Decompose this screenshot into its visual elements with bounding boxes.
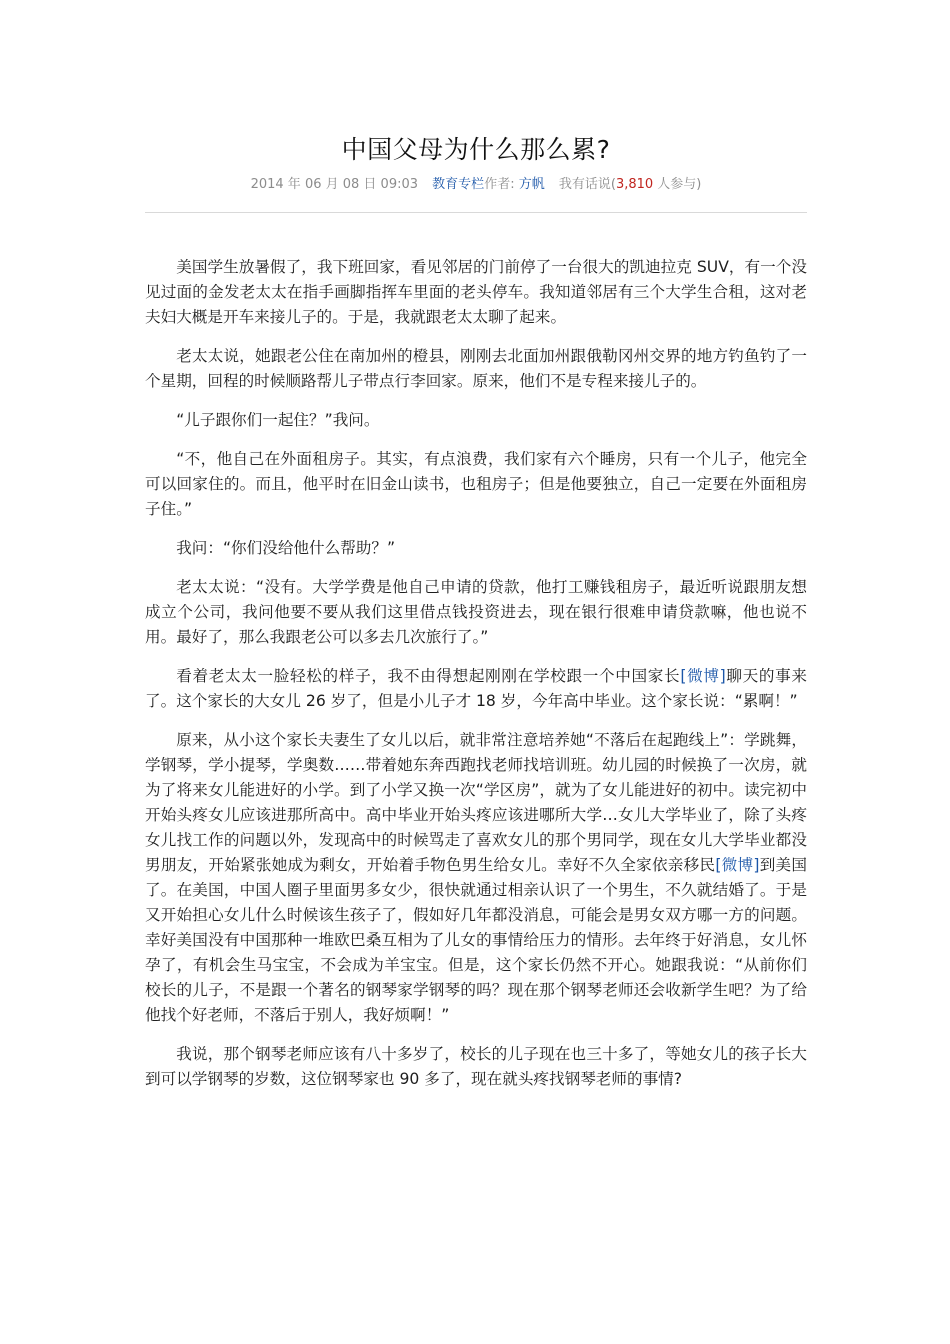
article: [145, 128, 807, 1106]
paragraph-text: 看着老太太一脸轻松的样子，我不由得想起刚刚在学校跟一个中国家长: [176, 667, 681, 685]
comment-link[interactable]: [559, 177, 702, 192]
author-label: 作者:: [484, 177, 515, 192]
author-link[interactable]: 方帆: [518, 177, 545, 192]
comment-count: 3,810: [615, 177, 654, 192]
weibo-link[interactable]: [微博]: [680, 667, 726, 685]
paragraph: 我问：“你们没给他什么帮助？”: [176, 539, 396, 557]
comment-prefix: 我有话说(: [558, 177, 616, 192]
paragraph: 老太太说：“没有。大学学费是他自己申请的贷款，他打工赚钱租房子，最近听说跟朋友想成立个公司，我问他要不要从我们这里借点钱投资进去，现在银行很难申请贷款嘛，他也说不用。最好了，那么我跟老公可以多去几次旅行了。”: [145, 578, 807, 646]
weibo-link[interactable]: [微博]: [715, 856, 760, 874]
article-meta: [145, 174, 807, 196]
comment-suffix: 人参与): [653, 177, 702, 192]
header-divider: [145, 212, 807, 213]
paragraph: 老太太说，她跟老公住在南加州的橙县，刚刚去北面加州跟俄勒冈州交界的地方钓鱼钓了一个星期，回程的时候顺路帮儿子带点行李回家。原来，他们不是专程来接儿子的。: [145, 347, 807, 390]
paragraph-text: 原来，从小这个家长夫妻生了女儿以后，就非常注意培养她“不落后在起跑线上”：学跳舞，学钢琴，学小提琴，学奥数……带着她东奔西跑找老师找培训班。幼儿园的时候换了一次房，就为了将来女儿能进好的小学。到了小学又换一次“学区房”，就为了女儿能进好的初中。读完初中开始头疼女儿应该进那所高中。高中毕业开始头疼应该进哪所大学…女儿大学毕业了，除了头疼女儿找工作的问题以外，发现高中的时候骂走了喜欢女儿的那个男同学，现在女儿大学毕业都没男朋友，开始紧张她成为剩女，开始着手物色男生给女儿。幸好不久全家依亲移民: [145, 731, 807, 874]
paragraph-text: 聊天的事来了。这个家长的大女儿 26 岁了，但是小儿子才 18 岁，今年高中毕业。这个家长说：“累啊！”: [145, 667, 807, 710]
article-body: [145, 255, 807, 1092]
publish-date: 2014 年 06 月 08 日 09:03: [250, 177, 419, 192]
paragraph: [145, 664, 807, 714]
article-title: 中国父母为什么那么累?: [341, 135, 611, 164]
paragraph: “儿子跟你们一起住？”我问。: [176, 411, 380, 429]
paragraph: 我说，那个钢琴老师应该有八十多岁了，校长的儿子现在也三十多了，等她女儿的孩子长大到可以学钢琴的岁数，这位钢琴家也 90 多了，现在就头疼找钢琴老师的事情?: [145, 1045, 807, 1088]
paragraph: “不，他自己在外面租房子。其实，有点浪费，我们家有六个睡房，只有一个儿子，他完全可以回家住的。而且，他平时在旧金山读书，也租房子；但是他要独立，自己一定要在外面租房子住。”: [145, 450, 807, 518]
column-link[interactable]: 教育专栏: [432, 177, 485, 192]
paragraph: [145, 728, 807, 1028]
paragraph-text: 到美国了。在美国，中国人圈子里面男多女少，很快就通过相亲认识了一个男生，不久就结婚了。于是又开始担心女儿什么时候该生孩子了，假如好几年都没消息，可能会是男女双方哪一方的问题。幸好美国没有中国那种一堆欧巴桑互相为了儿女的事情给压力的情形。去年终于好消息，女儿怀孕了，有机会生马宝宝，不会成为羊宝宝。但是，这个家长仍然不开心。她跟我说：“从前你们校长的儿子，不是跟一个著名的钢琴家学钢琴的吗？现在那个钢琴老师还会收新学生吧？为了给他找个好老师，不落后于别人，我好烦啊！”: [145, 856, 807, 1024]
paragraph: 美国学生放暑假了，我下班回家，看见邻居的门前停了一台很大的凯迪拉克 SUV，有一个没见过面的金发老太太在指手画脚指挥车里面的老头停车。我知道邻居有三个大学生合租，这对老夫妇大概是开车来接儿子的。于是，我就跟老太太聊了起来。: [145, 258, 807, 326]
